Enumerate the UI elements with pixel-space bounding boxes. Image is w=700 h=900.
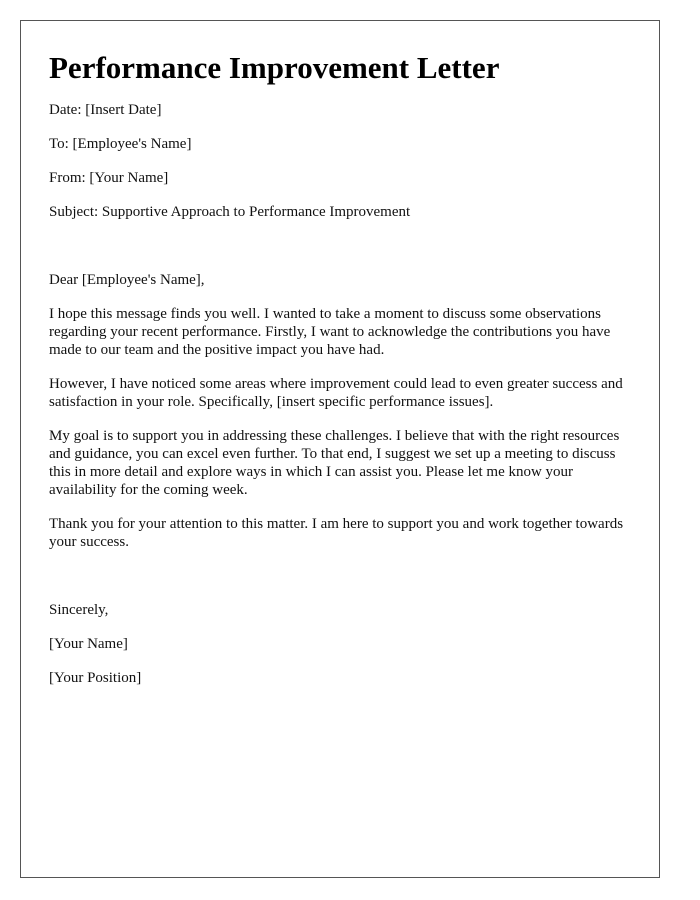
body-paragraph: However, I have noticed some areas where improvement could lead to even greater success and satisfaction in your role. Specifically, [insert specific performance issues]. [49, 376, 623, 410]
body-paragraph: Thank you for your attention to this matter. I am here to support you and work together towards your success. [49, 516, 624, 550]
body-paragraph: I hope this message finds you well. I wanted to take a moment to discuss some observations regarding your recent performance. Firstly, I want to acknowledge the contributions you have made to our team and the positive impact you have had. [49, 306, 611, 358]
signature-name: [Your Name] [49, 636, 128, 652]
recipient-line: To: [Employee's Name] [49, 136, 192, 152]
salutation: Dear [Employee's Name], [49, 272, 205, 288]
sender-line: From: [Your Name] [49, 170, 169, 186]
body-paragraph: My goal is to support you in addressing these challenges. I believe that with the right resources and guidance, you can excel even further. To that end, I suggest we set up a meeting to discuss this in more detail and explore ways in which I can assist you. Please let me know your availability for the coming week. [49, 428, 620, 498]
subject-line: Subject: Supportive Approach to Performance Improvement [49, 204, 411, 220]
closing: Sincerely, [49, 602, 109, 618]
letter-page [20, 20, 660, 878]
date-line: Date: [Insert Date] [49, 102, 162, 118]
signature-position: [Your Position] [49, 670, 142, 686]
letter-title: Performance Improvement Letter [49, 50, 500, 85]
